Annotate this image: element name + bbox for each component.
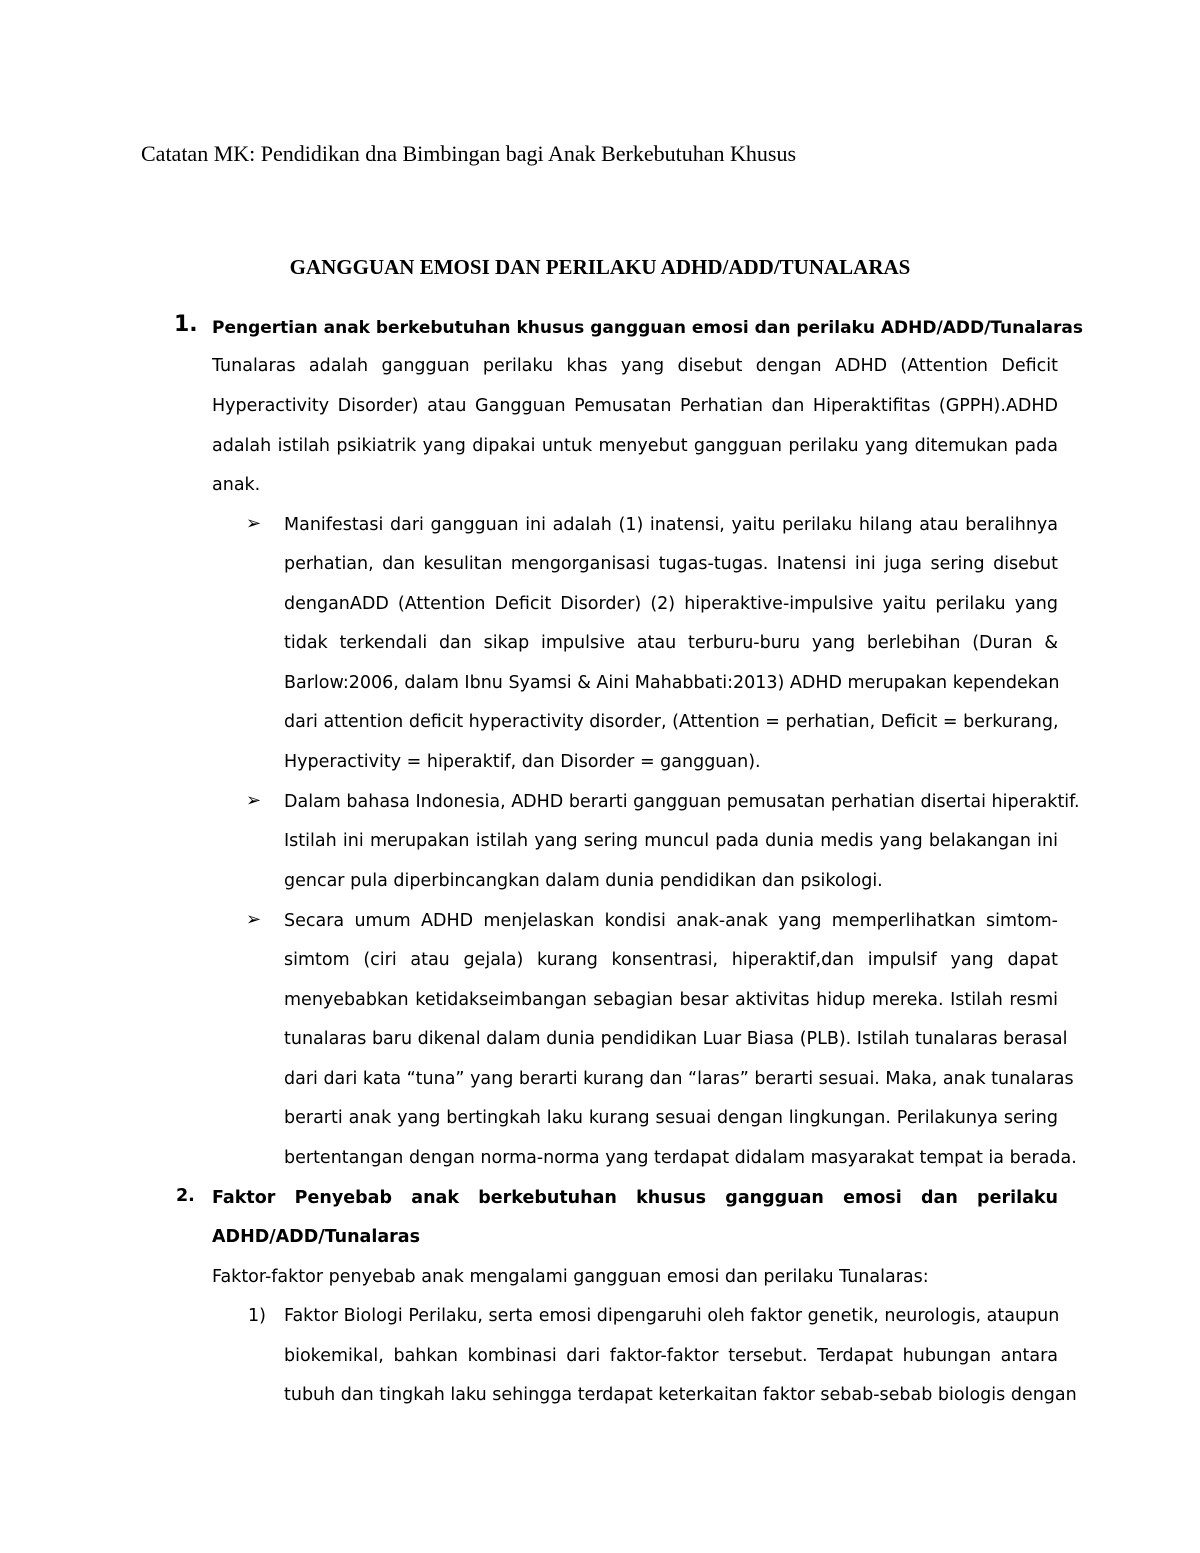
section-1-intro-line: Tunalaras adalah gangguan perilaku khas yang disebut dengan ADHD (Attention Deficit <box>212 356 1058 376</box>
item-1-line: biokemikal, bahkan kombinasi dari faktor-faktor tersebut. Terdapat hubungan antara <box>284 1346 1058 1366</box>
arrow-bullet-icon: ➢ <box>246 909 262 930</box>
course-title: Catatan MK: Pendidikan dna Bimbingan bagi Anak Berkebutuhan Khusus <box>141 141 797 166</box>
section-2-heading-line: Faktor Penyebab anak berkebutuhan khusus gangguan emosi dan perilaku <box>212 1188 1058 1208</box>
section-2-number: 2. <box>176 1186 195 1206</box>
arrow-bullet-icon: ➢ <box>246 790 262 811</box>
main-heading: GANGGUAN EMOSI DAN PERILAKU ADHD/ADD/TUNALARAS <box>289 255 911 279</box>
bullet-1-line: Manifestasi dari gangguan ini adalah (1) inatensi, yaitu perilaku hilang atau beralihnya <box>284 515 1058 535</box>
bullet-3-line: berarti anak yang bertingkah laku kurang sesuai dengan lingkungan. Perilakunya sering <box>284 1108 1058 1128</box>
bullet-1-line: denganADD (Attention Deficit Disorder) (2) hiperaktive-impulsive yaitu perilaku yang <box>284 594 1058 614</box>
item-1-line: Faktor Biologi Perilaku, serta emosi dipengaruhi oleh faktor genetik, neurologis, ataupun <box>284 1306 1060 1326</box>
bullet-2-line: Dalam bahasa Indonesia, ADHD berarti gangguan pemusatan perhatian disertai hiperaktif. <box>284 792 1080 812</box>
bullet-1-line: dari attention deficit hyperactivity disorder, (Attention = perhatian, Deficit = berkurang, <box>284 712 1059 732</box>
bullet-3-line: Secara umum ADHD menjelaskan kondisi anak-anak yang memperlihatkan simtom- <box>284 911 1058 931</box>
section-2-heading-line: ADHD/ADD/Tunalaras <box>212 1227 421 1247</box>
section-1-number: 1. <box>174 312 198 337</box>
section-2-intro: Faktor-faktor penyebab anak mengalami gangguan emosi dan perilaku Tunalaras: <box>212 1267 929 1287</box>
bullet-3-line: menyebabkan ketidakseimbangan sebagian besar aktivitas hidup mereka. Istilah resmi <box>284 990 1058 1010</box>
item-1-line: tubuh dan tingkah laku sehingga terdapat keterkaitan faktor sebab-sebab biologis dengan <box>284 1385 1077 1405</box>
section-1-intro-line: Hyperactivity Disorder) atau Gangguan Pemusatan Perhatian dan Hiperaktifitas (GPPH).ADHD <box>212 396 1058 416</box>
item-1-number: 1) <box>248 1306 266 1326</box>
bullet-2-line: Istilah ini merupakan istilah yang sering muncul pada dunia medis yang belakangan ini <box>284 831 1058 851</box>
bullet-3-line: tunalaras baru dikenal dalam dunia pendidikan Luar Biasa (PLB). Istilah tunalaras berasal <box>284 1029 1068 1049</box>
bullet-3-line: bertentangan dengan norma-norma yang terdapat didalam masyarakat tempat ia berada. <box>284 1148 1077 1168</box>
section-1-intro-line: anak. <box>212 475 261 495</box>
bullet-3-line: dari dari kata “tuna” yang berarti kurang dan “laras” berarti sesuai. Maka, anak tunalaras <box>284 1069 1074 1089</box>
bullet-2-line: gencar pula diperbincangkan dalam dunia pendidikan dan psikologi. <box>284 871 883 891</box>
bullet-1-line: Barlow:2006, dalam Ibnu Syamsi & Aini Mahabbati:2013) ADHD merupakan kependekan <box>284 673 1060 693</box>
bullet-1-line: tidak terkendali dan sikap impulsive atau terburu-buru yang berlebihan (Duran & <box>284 633 1058 653</box>
bullet-1-line: Hyperactivity = hiperaktif, dan Disorder = gangguan). <box>284 752 761 772</box>
bullet-1-line: perhatian, dan kesulitan mengorganisasi tugas-tugas. Inatensi ini juga sering disebut <box>284 554 1058 574</box>
arrow-bullet-icon: ➢ <box>246 513 262 534</box>
bullet-3-line: simtom (ciri atau gejala) kurang konsentrasi, hiperaktif,dan impulsif yang dapat <box>284 950 1058 970</box>
section-1-heading: Pengertian anak berkebutuhan khusus gangguan emosi dan perilaku ADHD/ADD/Tunalaras <box>212 318 1083 338</box>
section-1-intro-line: adalah istilah psikiatrik yang dipakai untuk menyebut gangguan perilaku yang ditemukan pada <box>212 436 1058 456</box>
